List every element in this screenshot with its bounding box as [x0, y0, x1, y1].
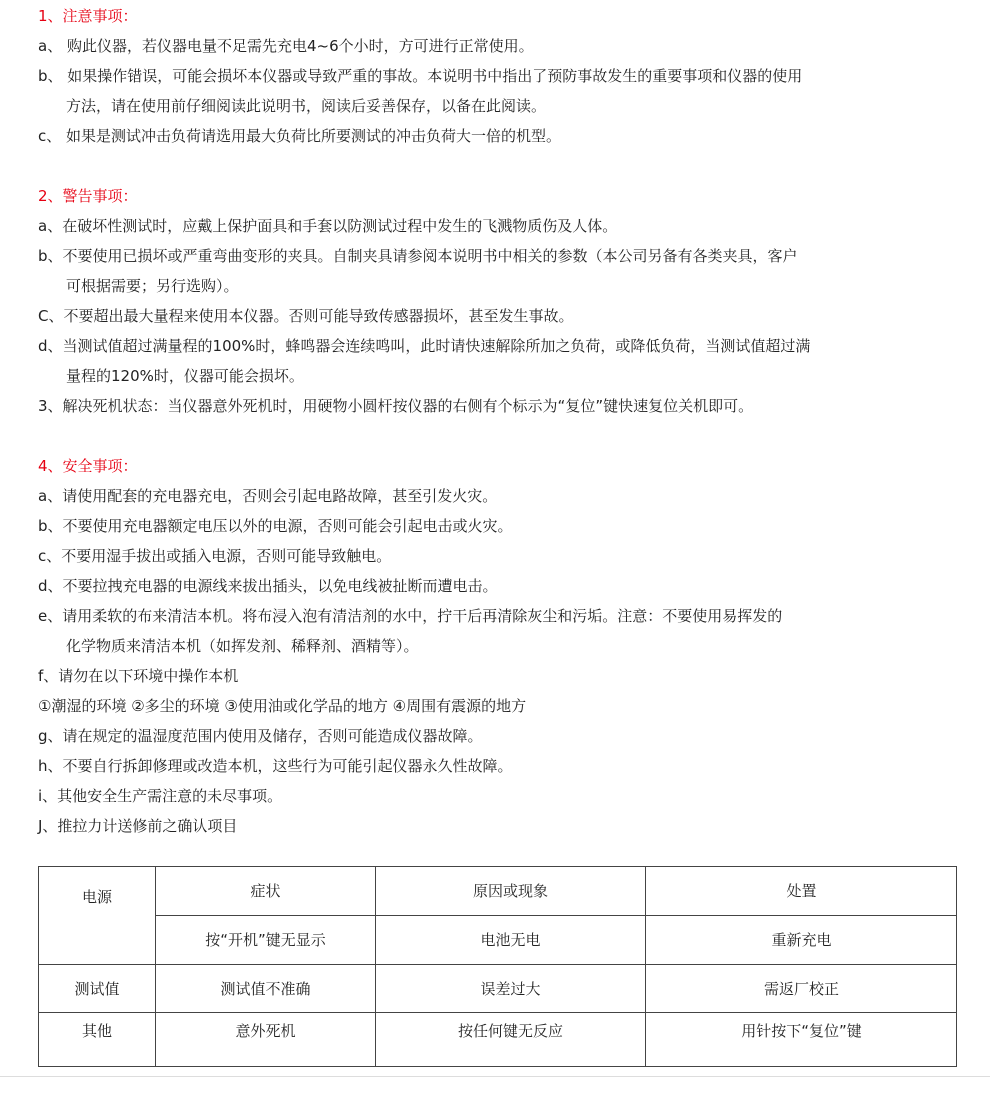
table-cell-cause: 按任何键无反应 — [457, 1022, 563, 1040]
troubleshooting-table — [38, 866, 957, 1067]
section-heading-warnings: 2、警告事项： — [38, 187, 138, 205]
list-item: a、在破坏性测试时，应戴上保护面具和手套以防测试过程中发生的飞溅物质伤及人体。 — [38, 217, 618, 235]
environment-list: ①潮湿的环境 ②多尘的环境 ③使用油或化学品的地方 ④周围有震源的地方 — [38, 697, 527, 715]
section-heading-safety: 4、安全事项： — [38, 457, 138, 475]
table-row-header-power: 电源 — [81, 888, 112, 906]
table-cell-action: 需返厂校正 — [763, 979, 839, 998]
list-item: d、不要拉拽充电器的电源线来拔出插头，以免电线被扯断而遭电击。 — [38, 577, 498, 595]
list-item: b、不要使用充电器额定电压以外的电源，否则可能会引起电击或火灾。 — [38, 517, 513, 535]
list-item: f、请勿在以下环境中操作本机 — [38, 667, 239, 685]
list-item: d、当测试值超过满量程的100%时，蜂鸣器会连续鸣叫，此时请快速解除所加之负荷，或降低负荷，当测试值超过满 — [38, 337, 811, 355]
table-header-symptom: 症状 — [250, 882, 281, 900]
list-item-continuation: 方法，请在使用前仔细阅读此说明书，阅读后妥善保存，以备在此阅读。 — [66, 97, 547, 115]
list-item: e、请用柔软的布来清洁本机。将布浸入泡有清洁剂的水中，拧干后再清除灰尘和污垢。注意：不要使用易挥发的 — [38, 607, 783, 625]
list-item: i、其他安全生产需注意的未尽事项。 — [38, 787, 283, 805]
list-item: C、不要超出最大量程来使用本仪器。否则可能导致传感器损坏，甚至发生事故。 — [38, 307, 574, 325]
list-item-continuation: 化学物质来清洁本机（如挥发剂、稀释剂、酒精等）。 — [66, 637, 419, 655]
list-item: b、 如果操作错误，可能会损坏本仪器或导致严重的事故。本说明书中指出了预防事故发生的重要事项和仪器的使用 — [38, 67, 803, 85]
section-heading-notes: 1、注意事项： — [38, 7, 138, 25]
table-cell-cause: 电池无电 — [480, 931, 541, 949]
list-item-continuation: 量程的120%时，仪器可能会损坏。 — [66, 367, 304, 385]
list-item: J、推拉力计送修前之确认项目 — [38, 817, 238, 835]
table-cell-cause: 误差过大 — [480, 979, 541, 998]
list-item: a、请使用配套的充电器充电，否则会引起电路故障，甚至引发火灾。 — [38, 487, 498, 505]
table-cell-action: 重新充电 — [771, 931, 832, 949]
table-cell-symptom: 测试值不准确 — [220, 979, 311, 998]
list-item-continuation: 可根据需要；另行选购）。 — [66, 277, 239, 295]
table-cell-symptom: 意外死机 — [235, 1022, 296, 1040]
table-cell-action: 用针按下“复位”键 — [741, 1022, 862, 1040]
table-header-action: 处置 — [786, 882, 817, 900]
table-header-cause: 原因或现象 — [472, 882, 548, 900]
table-cell-symptom: 按“开机”键无显示 — [205, 931, 326, 949]
table-row-header-other: 其他 — [81, 1022, 112, 1040]
list-item: 3、解决死机状态：当仪器意外死机时，用硬物小圆杆按仪器的右侧有个标示为“复位”键快速复位关机即可。 — [38, 397, 754, 415]
list-item: b、不要使用已损坏或严重弯曲变形的夹具。自制夹具请参阅本说明书中相关的参数（本公司另备有各类夹具，客户 — [38, 247, 798, 265]
bottom-divider — [0, 1076, 990, 1077]
table-row-header-test-value: 测试值 — [74, 979, 120, 998]
list-item: h、不要自行拆卸修理或改造本机，这些行为可能引起仪器永久性故障。 — [38, 757, 513, 775]
list-item: c、不要用湿手拔出或插入电源，否则可能导致触电。 — [38, 547, 392, 565]
list-item: c、 如果是测试冲击负荷请选用最大负荷比所要测试的冲击负荷大一倍的机型。 — [38, 127, 562, 145]
list-item: a、 购此仪器，若仪器电量不足需先充电4~6个小时，方可进行正常使用。 — [38, 37, 534, 55]
list-item: g、请在规定的温湿度范围内使用及储存，否则可能造成仪器故障。 — [38, 727, 483, 745]
